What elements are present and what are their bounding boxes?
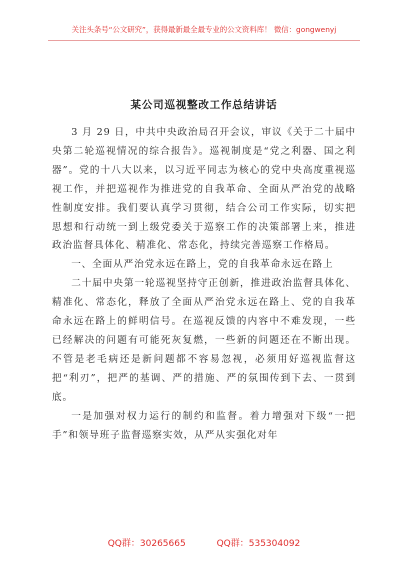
- paragraph-intro: 3 月 29 日，中共中央政治局召开会议，审议《关于二十届中央第二轮巡视情况的综合报告》。巡视制度是“党之利器、国之利器”。党的十八大以来，以习近平同志为核心的党中央高度重视巡视工作，并把巡视作为推进党的自我革命、全面从严治党的战略性制度安排。我们要认真学习贯彻，结合公司工作实际，切实把思想和行动统一到上级党委关于巡察工作的决策部署上来，推进政治监督具体化、精准化、常态化，持续完善巡察工作格局。: [52, 127, 356, 252]
- header-divider: [48, 40, 360, 41]
- header-banner: 关注头条号“公文研究”，获得最新最全最专业的公文资料库！ 微信：gongwenyj: [71, 25, 337, 34]
- paragraph-point-one: 一是加强对权力运行的制约和监督。着力增强对下级“一把手”和领导班子监督巡察实效，从严从实强化对年: [52, 410, 356, 441]
- section-heading: 一、全面从严治党永远在路上，党的自我革命永远在路上: [71, 259, 334, 271]
- footer: [0, 536, 408, 549]
- footer-qq-group-2: QQ群：535304092: [216, 539, 301, 549]
- paragraph-section-one: 二十届中央第一轮巡视坚持守正创新，推进政治监督具体化、精准化、常态化，释放了全面从严治党永远在路上、党的自我革命永远在路上的鲜明信号。在巡视反馈的内容中不难发现，一些已经解决的问题有可能死灰复燃，一些新的问题还在不断出现。不管是老毛病还是新问题都不容易忽视，必须用好巡视监督这把“利刃”，把严的基调、严的措施、严的氛围传到下去、一贯到底。: [52, 278, 356, 403]
- footer-qq-group-1: QQ群：30265665: [107, 539, 186, 549]
- document-title: 某公司巡视整改工作总结讲话: [130, 99, 278, 111]
- document-body: [52, 124, 356, 445]
